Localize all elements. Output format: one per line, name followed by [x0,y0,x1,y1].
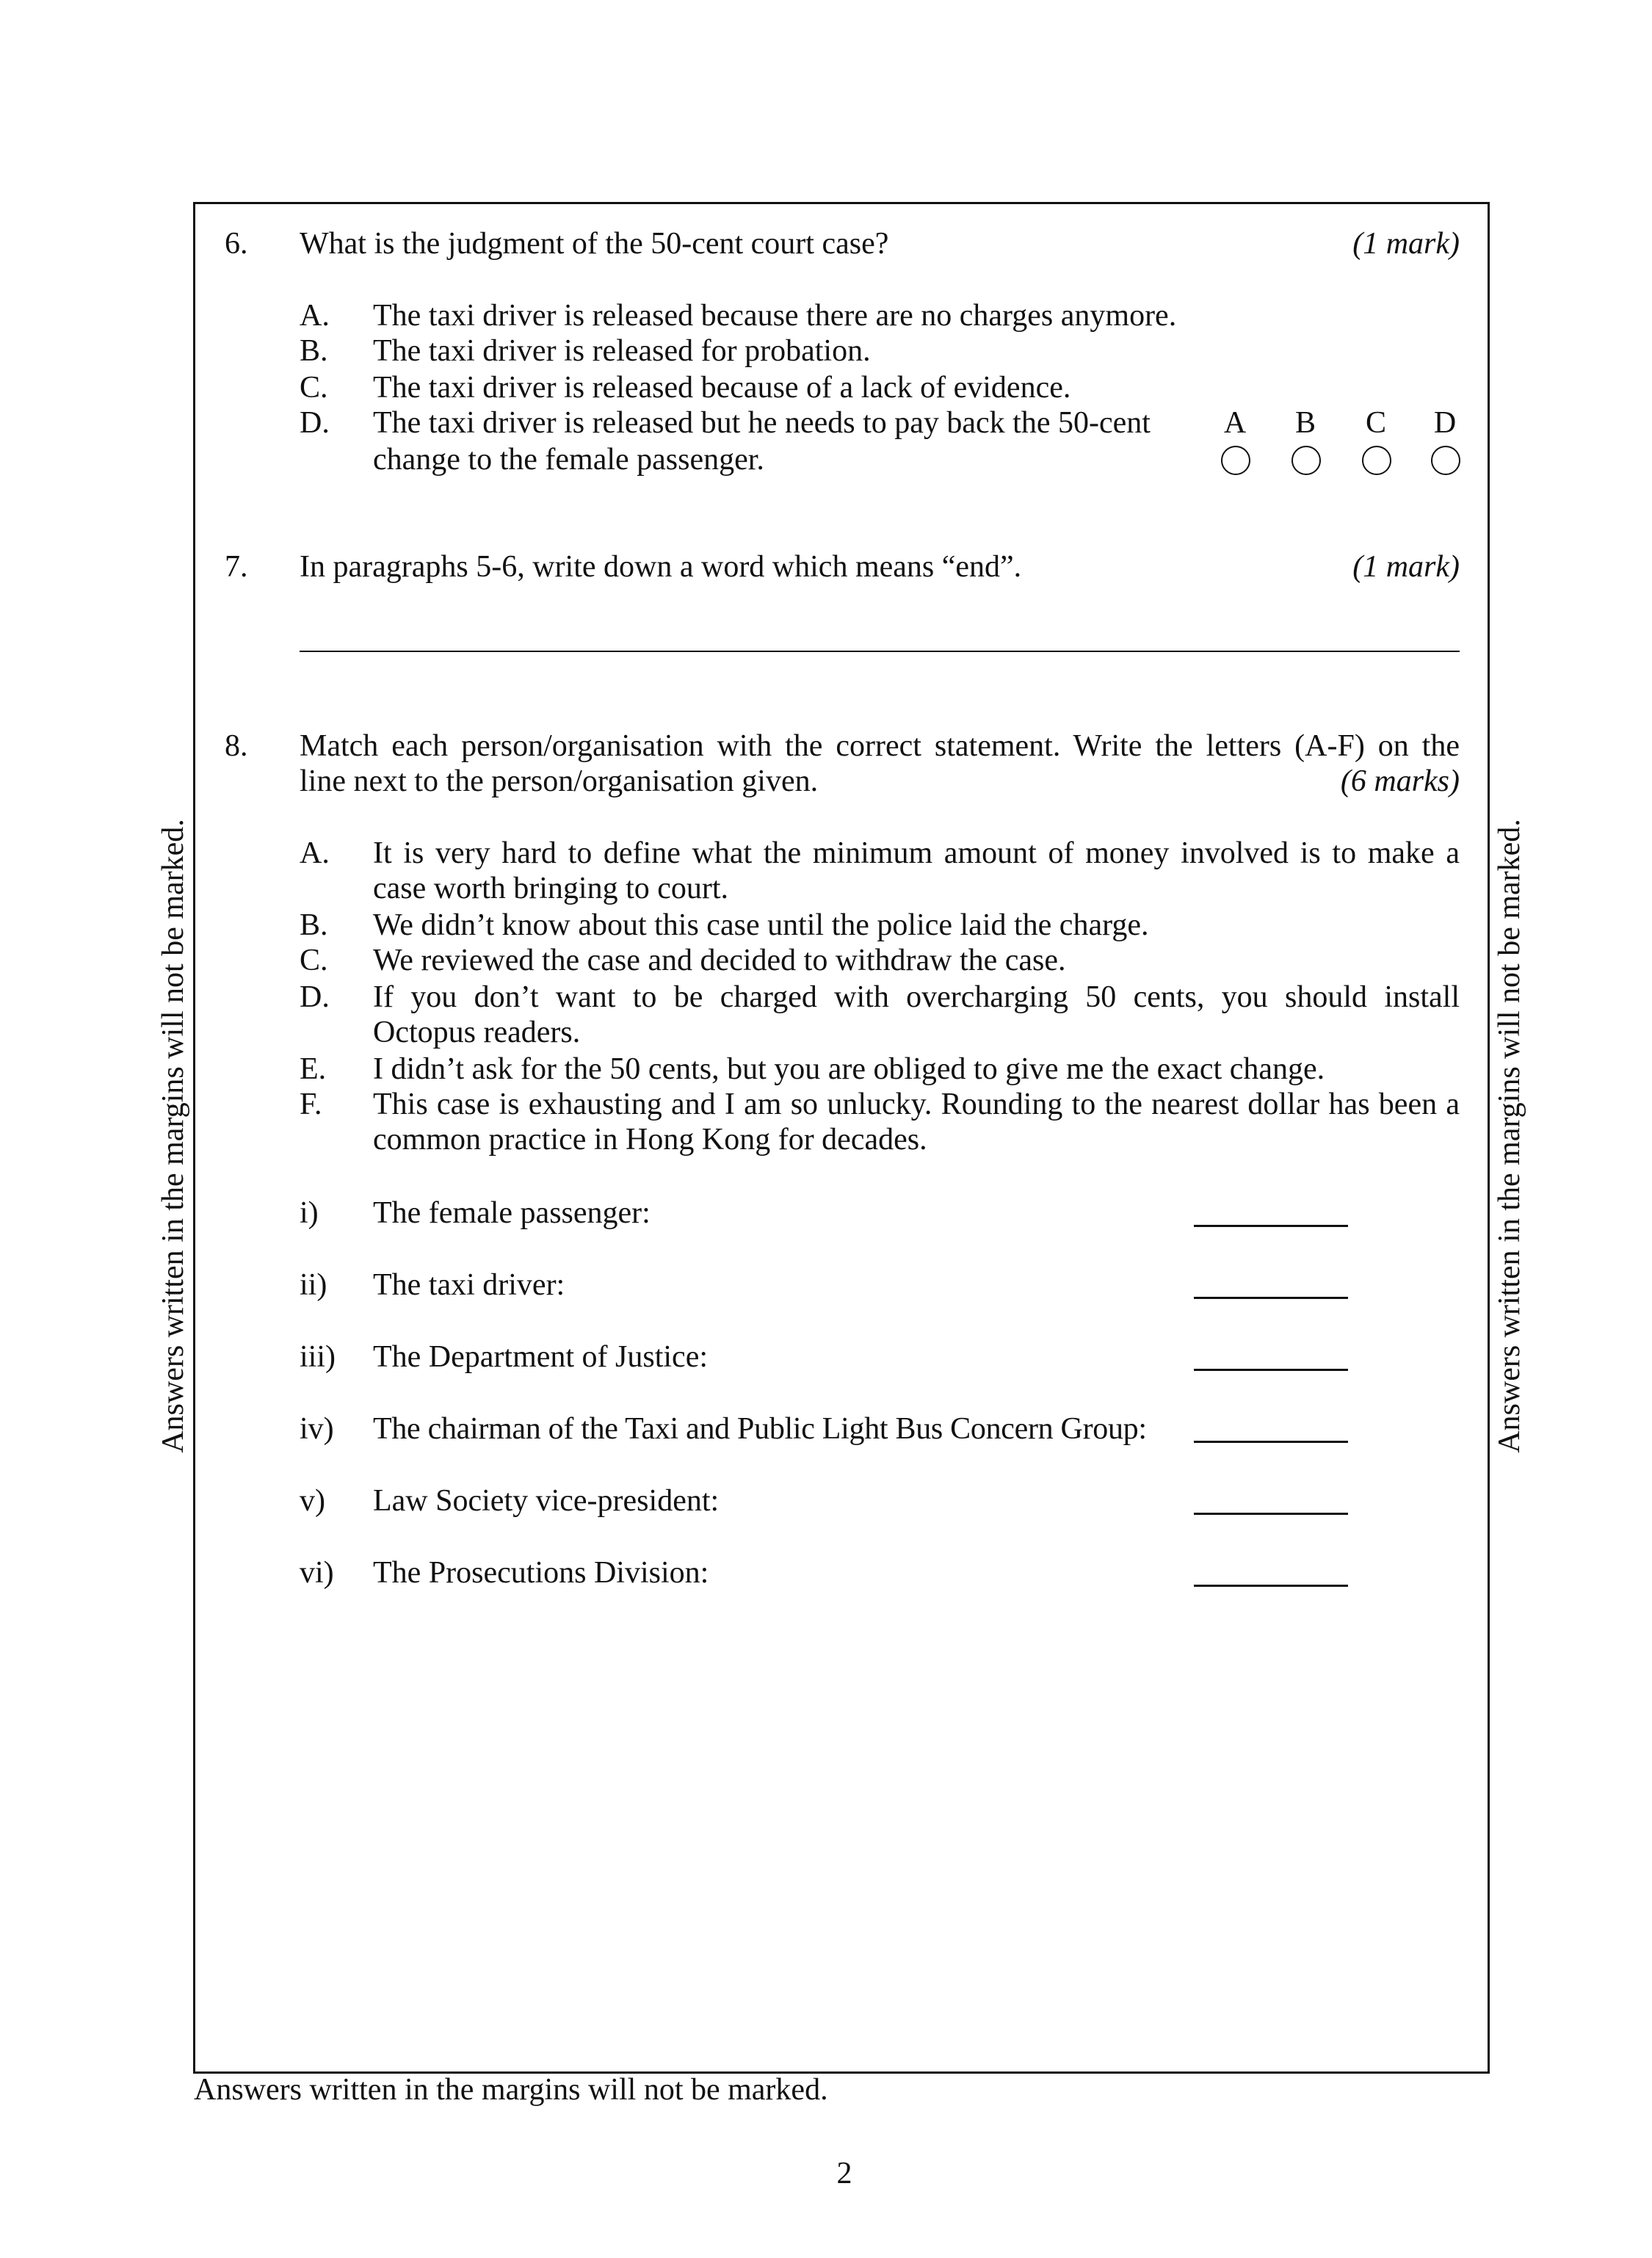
statement-letter: E. [300,1052,327,1086]
answer-line[interactable] [300,651,1460,652]
person-label: The Prosecutions Division: [373,1556,709,1590]
person-number: ii) [300,1268,327,1302]
left-margin-note: Answers written in the margins will not be marked. [156,819,190,1453]
option-letter: A. [300,299,330,333]
statement-text: This case is exhausting and I am so unlucky. Rounding to the nearest dollar has been a [373,1088,1460,1121]
answer-bubble-b[interactable] [1291,446,1321,475]
marks-label: (6 marks) [1340,764,1460,798]
statement-text: We didn’t know about this case until the police laid the charge. [373,908,1149,942]
person-label: The taxi driver: [373,1268,565,1302]
question-number: 8. [225,729,248,763]
person-number: iv) [300,1412,334,1446]
answer-bubble-d[interactable] [1431,446,1460,475]
statement-text-continued: Octopus readers. [373,1016,581,1049]
option-letter: D. [300,406,330,440]
question-text: Match each person/organisation with the correct statement. Write the letters (A-F) on the [300,729,1460,763]
person-number: i) [300,1196,319,1230]
page-number: 2 [836,2157,852,2190]
right-margin-note: Answers written in the margins will not be marked. [1493,819,1526,1453]
statement-letter: D. [300,980,330,1014]
option-text: The taxi driver is released for probation. [373,334,871,368]
answer-blank[interactable] [1194,1297,1348,1299]
person-label: The female passenger: [373,1196,651,1230]
option-text: The taxi driver is released because of a lack of evidence. [373,371,1071,405]
person-label: The Department of Justice: [373,1340,709,1374]
option-text-continued: change to the female passenger. [373,443,764,477]
person-number: iii) [300,1340,336,1374]
bubble-label-a: A [1223,406,1247,440]
option-letter: B. [300,334,328,368]
option-letter: C. [300,371,328,405]
answer-bubble-a[interactable] [1221,446,1250,475]
person-number: v) [300,1484,325,1518]
person-number: vi) [300,1556,334,1590]
marks-label: (1 mark) [1352,550,1460,584]
statement-letter: C. [300,944,328,977]
option-text: The taxi driver is released but he needs to pay back the 50-cent [373,406,1151,440]
bubble-label-d: D [1433,406,1457,440]
statement-letter: F. [300,1088,322,1121]
answer-blank[interactable] [1194,1513,1348,1515]
statement-text: If you don’t want to be charged with overcharging 50 cents, you should install [373,980,1460,1014]
answer-blank[interactable] [1194,1369,1348,1371]
statement-letter: A. [300,836,330,870]
question-number: 6. [225,227,248,261]
statement-text-continued: common practice in Hong Kong for decades. [373,1123,927,1157]
bubble-label-b: B [1294,406,1316,440]
statement-text: I didn’t ask for the 50 cents, but you are obliged to give me the exact change. [373,1052,1325,1086]
question-number: 7. [225,550,248,584]
question-text-continued: line next to the person/organisation given. [300,764,819,798]
option-text: The taxi driver is released because there are no charges anymore. [373,299,1177,333]
answer-blank[interactable] [1194,1225,1348,1227]
statement-text-continued: case worth bringing to court. [373,872,729,905]
bubble-label-c: C [1365,406,1386,440]
footer-margin-note: Answers written in the margins will not be marked. [194,2073,828,2107]
answer-blank[interactable] [1194,1585,1348,1587]
question-text: In paragraphs 5-6, write down a word which means “end”. [300,550,1022,584]
answer-blank[interactable] [1194,1441,1348,1443]
question-text: What is the judgment of the 50-cent court case? [300,227,889,261]
answer-bubble-c[interactable] [1362,446,1391,475]
statement-text: It is very hard to define what the minimum amount of money involved is to make a [373,836,1460,870]
statement-text: We reviewed the case and decided to withdraw the case. [373,944,1066,977]
marks-label: (1 mark) [1352,227,1460,261]
statement-letter: B. [300,908,328,942]
person-label: The chairman of the Taxi and Public Light Bus Concern Group: [373,1412,1147,1446]
person-label: Law Society vice-president: [373,1484,720,1518]
